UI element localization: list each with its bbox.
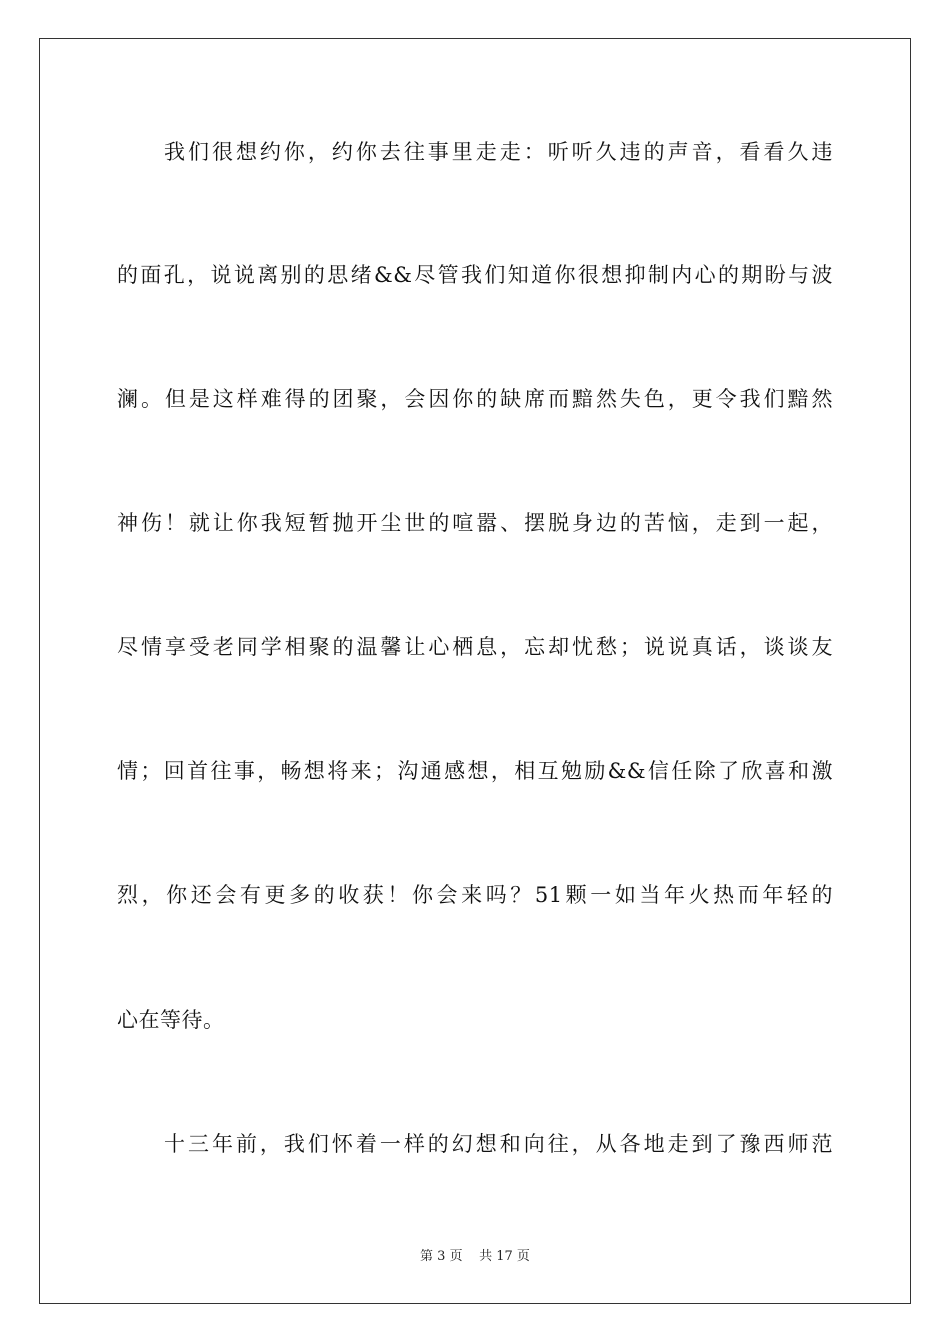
page-number: 第 3 页 — [420, 1249, 463, 1264]
paragraph-line-9: 十三年前，我们怀着一样的幻想和向往，从各地走到了豫西师范 — [164, 1132, 833, 1156]
paragraph-line-1: 我们很想约你，约你去往事里走走：听听久违的声音，看看久违 — [164, 140, 833, 164]
paragraph-line-5: 尽情享受老同学相聚的温馨让心栖息，忘却忧愁；说说真话，谈谈友 — [117, 635, 833, 659]
paragraph-line-4: 神伤！就让你我短暂抛开尘世的喧嚣、摆脱身边的苦恼，走到一起， — [117, 511, 833, 535]
paragraph-line-7: 烈，你还会有更多的收获！你会来吗？51颗一如当年火热而年轻的 — [117, 883, 833, 907]
paragraph-line-6: 情；回首往事，畅想将来；沟通感想，相互勉励&&信任除了欣喜和激 — [117, 759, 833, 783]
page-border — [39, 38, 911, 1304]
paragraph-line-8: 心在等待。 — [117, 1008, 225, 1032]
page-footer — [0, 1248, 950, 1266]
page-total: 共 17 页 — [479, 1249, 530, 1264]
paragraph-line-2: 的面孔，说说离别的思绪&&尽管我们知道你很想抑制内心的期盼与波 — [117, 263, 833, 287]
paragraph-line-3: 澜。但是这样难得的团聚，会因你的缺席而黯然失色，更令我们黯然 — [117, 387, 833, 411]
